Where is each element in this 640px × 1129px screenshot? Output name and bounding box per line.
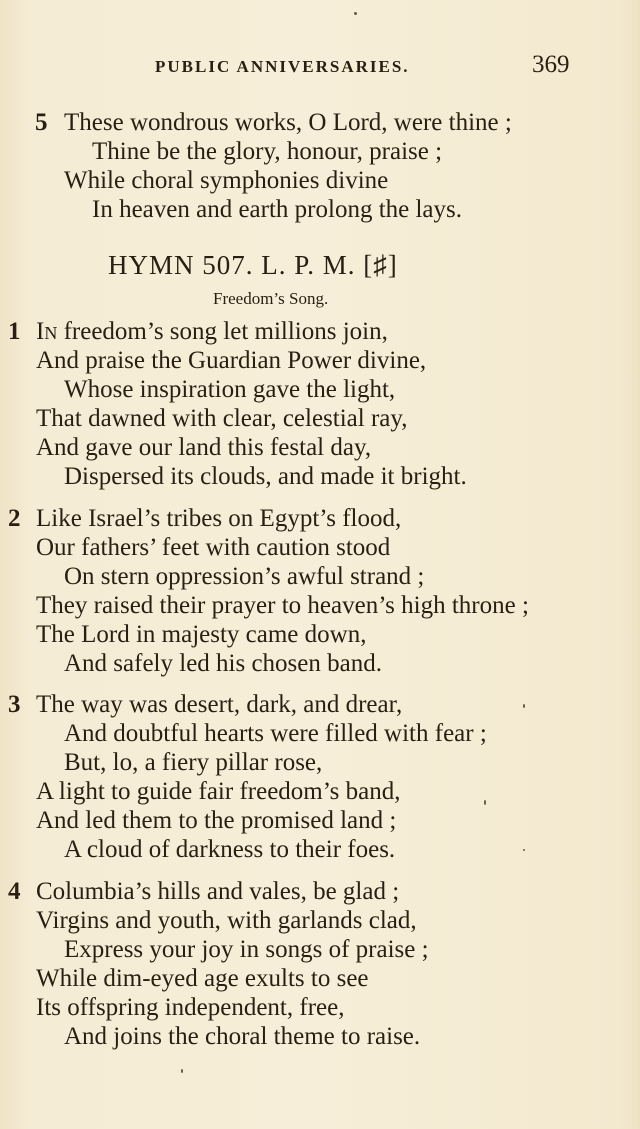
verse-line: The way was desert, dark, and drear, — [36, 691, 403, 718]
verse-line: Whose inspiration gave the light, — [64, 376, 396, 403]
stanza-number: 5 — [35, 109, 48, 136]
verse-line: They raised their prayer to heaven’s high throne ; — [36, 592, 529, 619]
verse-line-rest: freedom’s song let millions join, — [57, 318, 388, 345]
verse-line: That dawned with clear, celestial ray, — [36, 405, 408, 432]
verse-line: Express your joy in songs of praise ; — [64, 936, 429, 963]
verse-line: In heaven and earth prolong the lays. — [92, 196, 463, 223]
verse-line: Columbia’s hills and vales, be glad ; — [36, 878, 400, 905]
hymn-title: HYMN 507. L. P. M. [♯] — [108, 250, 398, 280]
verse-line: Dispersed its clouds, and made it bright. — [64, 463, 467, 490]
drop-word: In — [36, 318, 58, 345]
verse-line: A cloud of darkness to their foes. — [64, 836, 396, 863]
verse-line: Our fathers’ feet with caution stood — [36, 534, 391, 561]
paper-speck — [523, 704, 525, 708]
verse-line: And gave our land this festal day, — [36, 434, 372, 461]
verse-line: And led them to the promised land ; — [36, 807, 397, 834]
verse-line: These wondrous works, O Lord, were thine ; — [64, 109, 512, 136]
stanza-number: 3 — [8, 691, 21, 718]
paper-speck — [181, 1069, 183, 1073]
verse-line: Virgins and youth, with garlands clad, — [36, 907, 417, 934]
verse-line: On stern oppression’s awful strand ; — [64, 563, 425, 590]
verse-line: While choral symphonies divine — [64, 167, 389, 194]
verse-line: And safely led his chosen band. — [64, 650, 382, 677]
stanza-number: 2 — [8, 505, 21, 532]
verse-line: A light to guide fair freedom’s band, — [36, 778, 401, 805]
verse-line: Thine be the glory, honour, praise ; — [92, 138, 443, 165]
verse-line: While dim-eyed age exults to see — [36, 965, 369, 992]
paper-speck — [354, 12, 357, 15]
running-header: PUBLIC ANNIVERSARIES. — [155, 57, 410, 76]
verse-line: And praise the Guardian Power divine, — [36, 347, 427, 374]
stanza-number: 4 — [8, 878, 21, 905]
paper-speck — [484, 800, 486, 805]
hymn-subtitle: Freedom’s Song. — [213, 289, 329, 308]
verse-line: Like Israel’s tribes on Egypt’s flood, — [36, 505, 402, 532]
page-number: 369 — [532, 51, 570, 78]
verse-line: Its offspring independent, free, — [36, 994, 345, 1021]
stanza-number: 1 — [8, 318, 21, 345]
verse-line: The Lord in majesty came down, — [36, 621, 367, 648]
verse-line: And joins the choral theme to raise. — [64, 1023, 421, 1050]
verse-line: But, lo, a fiery pillar rose, — [64, 749, 323, 776]
paper-speck — [523, 849, 525, 851]
verse-line: And doubtful hearts were filled with fear ; — [64, 720, 487, 747]
verse-line — [36, 317, 388, 346]
